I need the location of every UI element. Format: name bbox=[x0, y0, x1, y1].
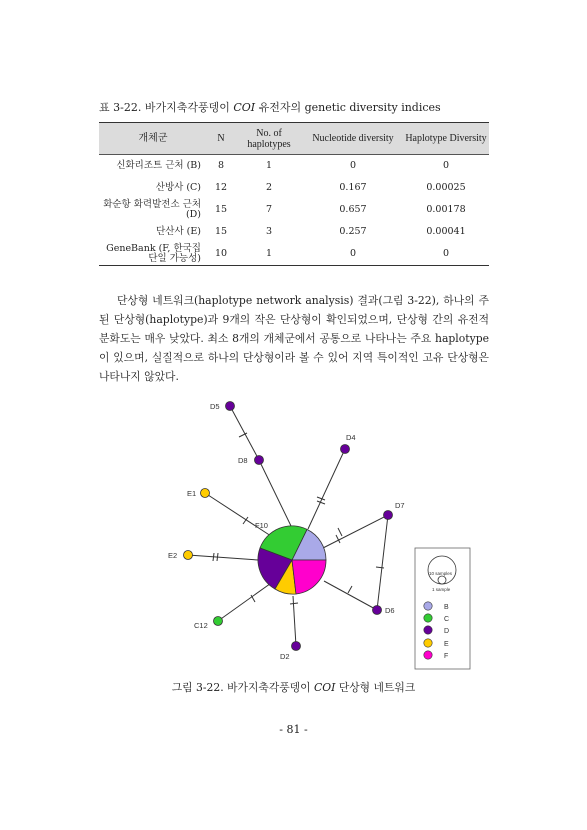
genetic-diversity-table bbox=[99, 122, 489, 266]
n-cell: 15 bbox=[214, 204, 228, 215]
nucleotide-diversity-cell: 0 bbox=[303, 243, 403, 266]
edge-e1-center bbox=[205, 493, 274, 538]
legend-label-e: E bbox=[444, 641, 449, 648]
edge-d5-d8 bbox=[230, 406, 259, 460]
legend-label-f: F bbox=[444, 653, 449, 660]
edge-d7-d6 bbox=[377, 515, 388, 610]
legend-size-small-icon bbox=[438, 576, 446, 584]
label-f10: F10 bbox=[255, 521, 268, 530]
legend-label-c: C bbox=[444, 616, 450, 623]
label-d2: D2 bbox=[280, 652, 290, 661]
haplotypes-cell: 3 bbox=[265, 226, 273, 237]
label-d8: D8 bbox=[238, 456, 248, 465]
label-e1: E1 bbox=[187, 489, 197, 498]
n-cell: 10 bbox=[207, 243, 235, 266]
header-haplotypes: No. of haplotypes bbox=[235, 123, 303, 155]
population-cell: 신화리조트 근처 (B) bbox=[116, 160, 201, 171]
n-cell: 8 bbox=[217, 160, 225, 171]
node-e2 bbox=[184, 551, 193, 560]
nucleotide-diversity-cell: 0.167 bbox=[339, 182, 367, 193]
edge-e2-center bbox=[188, 555, 258, 560]
haplotypes-cell: 1 bbox=[265, 160, 273, 171]
haplotype-diversity-cell: 0.00178 bbox=[426, 204, 466, 215]
edge-c12-center bbox=[218, 581, 274, 621]
haplotypes-cell: 2 bbox=[265, 182, 273, 193]
nucleotide-diversity-cell: 0.657 bbox=[339, 204, 367, 215]
table-row bbox=[99, 155, 489, 178]
node-e1 bbox=[201, 489, 210, 498]
edge-d6-center bbox=[324, 581, 377, 610]
header-haplotype-diversity: Haplotype Diversity bbox=[403, 123, 489, 155]
page-number: - 81 - bbox=[279, 723, 308, 736]
network-legend bbox=[415, 548, 470, 669]
legend-size-small-label: 1 sample bbox=[432, 587, 451, 592]
legend-swatch-c bbox=[424, 614, 432, 622]
label-c12: C12 bbox=[194, 621, 208, 630]
legend-swatch-f bbox=[424, 651, 432, 659]
table-caption: 표 3-22. 바가지축각풍뎅이 COI 유전자의 genetic diversity indices bbox=[99, 101, 441, 114]
label-d5: D5 bbox=[210, 402, 220, 411]
node-d5 bbox=[226, 402, 235, 411]
haplotype-diversity-cell: 0.00041 bbox=[426, 226, 466, 237]
table-header-row bbox=[99, 123, 489, 155]
node-c12 bbox=[214, 617, 223, 626]
legend-swatch-b bbox=[424, 602, 432, 610]
haplotype-network-figure bbox=[114, 393, 474, 678]
table-row bbox=[99, 199, 489, 221]
pie-slice-f bbox=[292, 560, 326, 594]
body-paragraph bbox=[99, 291, 489, 386]
node-d2 bbox=[292, 642, 301, 651]
label-d7: D7 bbox=[395, 501, 405, 510]
haplotype-diversity-cell: 0.00025 bbox=[426, 182, 466, 193]
legend-size-large-label: 10 samples bbox=[429, 571, 453, 576]
table-row bbox=[99, 177, 489, 199]
haplotype-diversity-cell: 0 bbox=[403, 243, 489, 266]
population-cell: 단산사 (E) bbox=[156, 226, 201, 237]
n-cell: 12 bbox=[214, 182, 228, 193]
haplotypes-cell: 1 bbox=[235, 243, 303, 266]
node-d4 bbox=[341, 445, 350, 454]
population-cell: 산방사 (C) bbox=[155, 182, 201, 193]
population-cell: GeneBank (F, 한국집단일 가능성) bbox=[99, 243, 207, 266]
legend-label-b: B bbox=[444, 604, 449, 611]
main-haplotype-pie bbox=[258, 526, 326, 594]
n-cell: 15 bbox=[214, 226, 228, 237]
legend-swatch-d bbox=[424, 626, 432, 634]
haplotypes-cell: 7 bbox=[265, 204, 273, 215]
table-row bbox=[99, 243, 489, 266]
figure-caption: 그림 3-22. 바가지축각풍뎅이 COI 단상형 네트워크 bbox=[171, 681, 416, 694]
node-d8 bbox=[255, 456, 264, 465]
label-e2: E2 bbox=[168, 551, 178, 560]
haplotype-diversity-cell: 0 bbox=[442, 160, 450, 171]
legend-swatch-e bbox=[424, 639, 432, 647]
header-nucleotide-diversity: Nucleotide diversity bbox=[303, 123, 403, 155]
legend-label-d: D bbox=[444, 628, 450, 635]
label-d6: D6 bbox=[385, 606, 395, 615]
edge-d8-center bbox=[259, 460, 292, 528]
population-cell: 화순항 화력발전소 근처 (D) bbox=[103, 199, 201, 220]
edge-d7-center bbox=[323, 515, 388, 548]
header-population: 개체군 bbox=[99, 123, 207, 155]
header-n: N bbox=[207, 123, 235, 155]
label-d4: D4 bbox=[346, 433, 356, 442]
edge-d4-center bbox=[308, 449, 345, 529]
table-row bbox=[99, 221, 489, 243]
node-d6 bbox=[373, 606, 382, 615]
paragraph-text: 단상형 네트워크(haplotype network analysis) 결과(그림 3-22), 하나의 주된 단상형(haplotype)과 9개의 작은 단상형이 확인되었으며, 단상형 간의 유전적 분화도는 매우 낮았다. 최소 8개의 개체군에서 공통으로 나타나는 주요 haplotype이 있으며, 실질적으로 하나의 단상형이라 볼 수 있어 지역 특이적인 고유 단상형은 나타나지 않았다. bbox=[99, 294, 489, 383]
node-d7 bbox=[384, 511, 393, 520]
nucleotide-diversity-cell: 0.257 bbox=[339, 226, 367, 237]
nucleotide-diversity-cell: 0 bbox=[349, 160, 357, 171]
